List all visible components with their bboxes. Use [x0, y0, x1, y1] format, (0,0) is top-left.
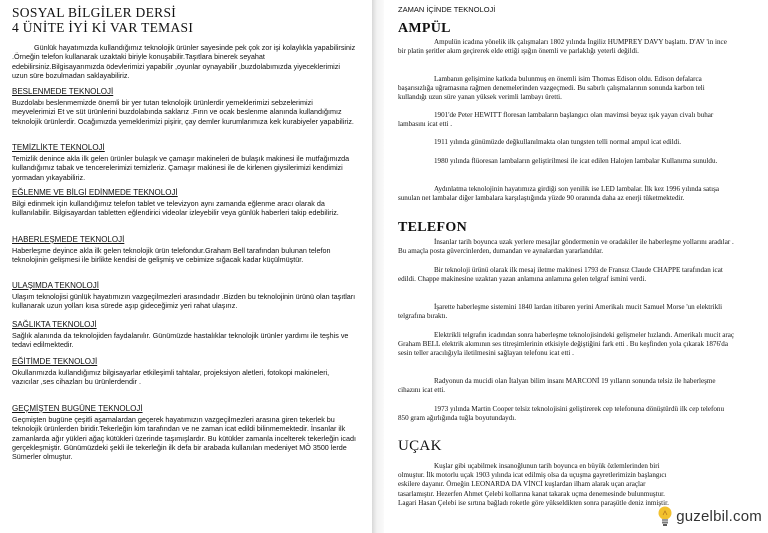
intro-section	[12, 42, 357, 80]
section-text: Geçmişten bugüne çeşitli aşamalardan geçerek hayatımızın vazgeçilmezleri arasına giren tekerlek bu teknolojik ürünlerden biridir.Tekerleğin kim tarafından ve ne zaman icat edildi bilinmemektedir. İnsanlar ilk zamanlarda ağır yükleri ağaç kütükleri üzerinde taşımışlardır. Bu kütükler zamanla incelterek tekerleğin icadı gerçekleşmiştir. Günümüzdeki şekli ile tekerleğin ilk defa bir arabada kullanılan medeniyet MÖ 3500 lerde Sümerler olmuştur.	[12, 415, 356, 462]
heading-ucak: UÇAK	[398, 438, 442, 454]
ampul-paragraph: 1980 yılında flüoresan lambaların geliştirilmesi ile icat edilen Halojen lambalar Kullanıma sunuldu.	[434, 157, 718, 165]
section-text: Temizlik denince akla ilk gelen ürünler bulaşık ve çamaşır makineleri de bulaşık makinesi ile mutfağımızda kullandığımız tabak ve tencerelerimizi temizleriz. Çamaşır makinesi ile de kirlenen giysilerimizi kendimizi yormadan yıkayabiliriz.	[12, 154, 350, 182]
right-page-top-label: ZAMAN İÇİNDE TEKNOLOJİ	[398, 5, 496, 14]
section-heading: EĞİTİMDE TEKNOLOJİ	[12, 357, 98, 366]
section-heading: SAĞLIKTA TEKNOLOJİ	[12, 320, 97, 329]
telefon-paragraph: İşarette haberleşme sistemini 1840 lardan itibaren yerini Amerikalı mucit Samuel Morse 'un elektrikli telgrafına bıraktı.	[398, 303, 723, 321]
section-text: Okullarımızda kullandığımız bilgisayarlar etkileşimli tahtalar, projeksiyon aletleri, fotokopi makineleri, vazıcılar ,ses cihazları bu ürünlerdendir .	[12, 368, 330, 387]
right-page	[384, 0, 768, 533]
section-egitim	[12, 357, 357, 387]
section-ulasim	[12, 281, 357, 311]
section-heading: GEÇMİŞTEN BUGÜNE TEKNOLOJİ	[12, 404, 143, 413]
section-gecmisten-bugune	[12, 404, 357, 461]
heading-ampul: AMPÜL	[398, 21, 451, 36]
intro-paragraph: Günlük hayatımızda kullandığımız teknolojik ürünler sayesinde pek çok zor işi kolaylıkla yapabilirsiniz .Örneğin telefon kullanarak uzaktaki biriyle konuşabilir.Taşıtlara binerek seyahat edebilirsiniz.Bilgisayarımızda ödevlerimizi yapabilir ,oyunlar oynayabilir ,buzdolabımızda yiyeceklerimizi uzun süre bozulmadan saklayabiliriz.	[12, 43, 356, 80]
section-heading: HABERLEŞMEDE TEKNOLOJİ	[12, 235, 125, 244]
section-heading: TEMİZLİKTE TEKNOLOJİ	[12, 143, 105, 152]
section-beslenme	[12, 87, 357, 126]
section-haberlesme	[12, 235, 357, 265]
telefon-paragraph: Radyonun da mucidi olan İtalyan bilim insanı MARCONİ 19 yılların sonunda telsiz ile haberleşme cihazını icat etti.	[398, 377, 716, 395]
section-text: Buzdolabı beslenmemizde önemli bir yer tutan teknolojik ürünlerdir yemeklerimizi sebzelerimizi meyvelerimizi Et ve süt ürünlerini buzdolabında saklarız .Fırın ve ocak beslenme alanında kullandığımız teknolojik ürünlerdir. Ocağımızda yemeklerimizi pişirir, çay demler kurumlarımıza kek kurabiyeler yapabiliriz.	[12, 98, 354, 126]
left-page	[0, 0, 372, 533]
site-watermark	[657, 505, 762, 527]
telefon-paragraph: Elektrikli telgrafın icadından sonra haberleşme teknolojisindeki gelişmeler hızlandı. Amerikalı mucit araç Graham BELL elektrik akımının ses titreşimlerinin etkisiyle değiştiğini fark etti . Bu keşfinden yola çıkarak 1876'da sesin teller aracılığıyla iletilmesini sağlayan telefonu icat etti .	[398, 331, 735, 358]
section-heading: BESLENMEDE TEKNOLOJİ	[12, 87, 114, 96]
section-heading: ULAŞIMDA TEKNOLOJİ	[12, 281, 99, 290]
section-eglenme	[12, 188, 357, 218]
telefon-paragraph: Bir teknoloji ürünü olarak ilk mesaj iletme makinesi 1793 de Fransız Claude CHAPPE tarafından icat edildi. Chappe makinesine uzaktan yazan anlamına anlamına gelen telgraf ismini verdi.	[398, 266, 723, 284]
ucak-paragraph: Kuşlar gibi uçabilmek insanoğlunun tarih boyunca en büyük özlemlerinden biri olmuştur. İlk motorlu uçak 1903 yılında icat edilmiş olsa da uçuşma gayretlerimizin başlangıcı eskilere dayanır. Örneğin LEONARDA DA VİNCİ kuşlardan ilham alarak uçan araçlar tasarlamıştır. Hezerfen Ahmet Çelebi kollarına kanat takarak uçma denemesinde bulunmuştur. Lagari Hasan Çelebi ise sırtına bağladı roketle göre yükseldikten sonra paraşütle deniz inmiştir.	[398, 462, 669, 507]
section-temizlik	[12, 143, 357, 182]
ampul-paragraph: Aydınlatma teknolojinin hayatımıza girdiği son yenilik ise LED lambalar. İlk kez 1996 yılında satışa sunulan net lambalar diğer lambalara karşılaştığında yüzde 90 oranında daha az enerji tüketmektedir.	[398, 185, 720, 203]
title-line-2: 4 ÜNİTE İYİ Kİ VAR TEMASI	[12, 20, 194, 35]
section-saglik	[12, 320, 357, 350]
section-text: Bilgi edinmek için kullandığımız telefon tablet ve televizyon aynı zamanda eğlenme aracı olarak da kullanılabilir. Bilgisayardan tabletten eğlendirici videolar izleyebilir veya günlük haberleri takip edebiliriz.	[12, 199, 339, 218]
section-text: Haberleşme deyince akla ilk gelen teknolojik ürün telefondur.Graham Bell tarafından bulunan telefon teknolojinin gelişmesi ile birlikte kendisi de gelişmiş ve cebimize sığacak kadar küçülmüştür.	[12, 246, 331, 265]
lightbulb-icon	[657, 505, 673, 527]
brand-text: guzelbil.com	[676, 507, 762, 525]
section-text: Sağlık alanında da teknolojiden faydalanılır. Günümüzde hastalıklar teknolojik ürünler yardımı ile teşhis ve tedavi edilmektedir.	[12, 331, 349, 350]
title-line-1: SOSYAL BİLGİLER DERSİ	[12, 5, 177, 20]
document-title	[12, 5, 362, 35]
telefon-paragraph: İnsanlar tarih boyunca uzak yerlere mesajlar göndermenin ve oradakiler ile haberleşme yollarını aradılar . Bu amaçla posta güvercinlerden, dumandan ve aynalardan yararlandılar.	[398, 238, 734, 256]
ampul-paragraph: 1901'de Peter HEWITT floresan lambaların başlangıcı olan mavimsi beyaz ışık yayan civalı buhar lambasını icat etti .	[398, 111, 714, 129]
section-heading: EĞLENME VE BİLGİ EDİNMEDE TEKNOLOJİ	[12, 188, 178, 197]
telefon-paragraph: 1973 yılında Martin Cooper telsiz teknolojisini geliştirerek cep telefonuna dönüştürdü ilk cep telefonu 850 gram ağırlığında tuğla boyutundaydı.	[398, 405, 724, 423]
ampul-paragraph: 1911 yılında günümüzde değkullanılmakta olan tungsten telli normal ampul icat edildi.	[434, 138, 681, 146]
page-gutter	[372, 0, 384, 533]
ampul-paragraph: Lambanın gelişimine katkıda bulunmuş en önemli isim Thomas Edison oldu. Edison defalarca başarısızlığa uğramasına rağmen denemelerinden vazgeçmedi. Bu sabırlı çalışmalarının sonunda karbon teli kullandığı uzun süre yanan yüksek verimli lambayı üretti.	[398, 75, 705, 102]
section-text: Ulaşım teknolojisi günlük hayatımızın vazgeçilmezleri arasındadır .Bizden bu teknolojinin ürünü olan taşıtları kullanarak uzun yolları kısa sürede aşıp gideceğimiz yeri rahat ulaşırız.	[12, 292, 356, 311]
heading-telefon: TELEFON	[398, 220, 468, 235]
ampul-paragraph: Ampulün icadına yönelik ilk çalışmaları 1802 yılında İngiliz HUMPREY DAVY başlattı. D'AV 'in ince bir platin şeritler akım geçirerek elde ettiği ışığın önemli ve parlaklığı yeterli değildi.	[398, 38, 727, 56]
